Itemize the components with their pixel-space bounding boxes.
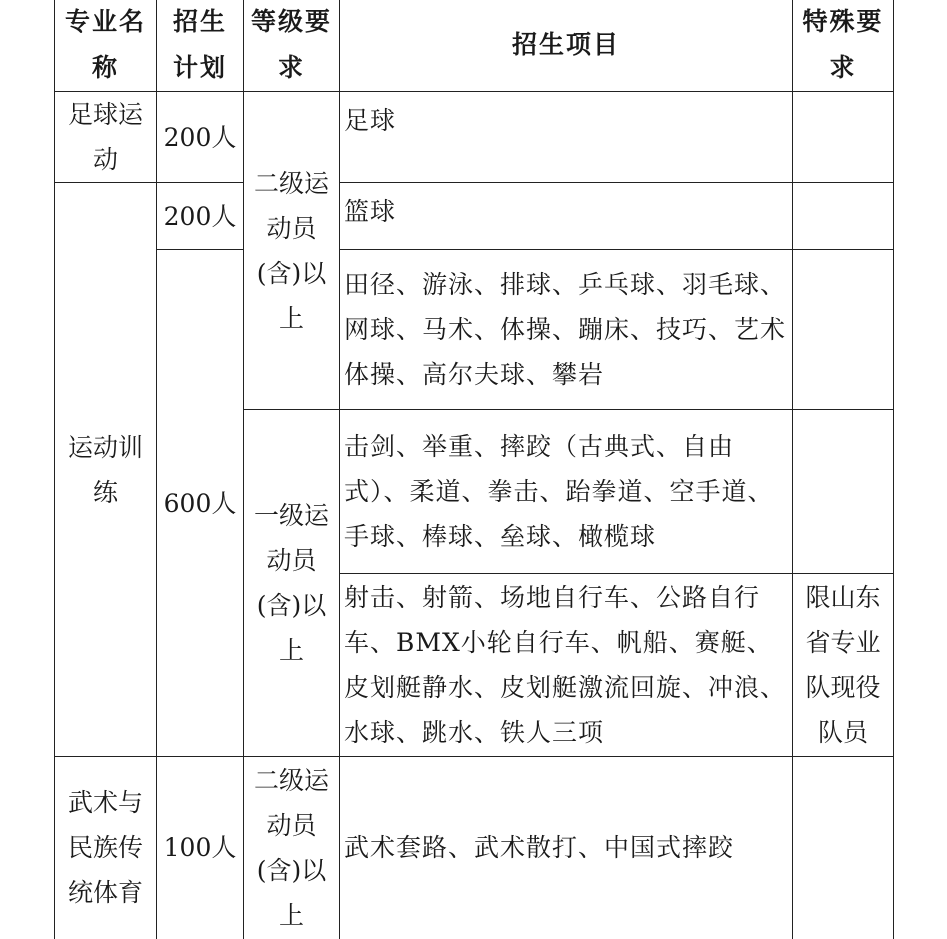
items-shooting: 射击、射箭、场地自行车、公路自行车、BMX小轮自行车、帆船、赛艇、皮划艇静水、皮划艇激流回旋、冲浪、水球、跳水、铁人三项 (340, 574, 793, 757)
plan-wushu: 100人 (157, 757, 244, 939)
header-special: 特殊要求 (793, 0, 894, 92)
header-row (55, 0, 894, 92)
header-plan: 招生计划 (157, 0, 244, 92)
items-combat: 击剑、举重、摔跤（古典式、自由式）、柔道、拳击、跆拳道、空手道、手球、棒球、垒球、橄榄球 (340, 410, 793, 574)
plan-football: 200人 (157, 92, 244, 183)
items-wushu: 武术套路、武术散打、中国式摔跤 (340, 757, 793, 939)
enrollment-table (54, 0, 894, 939)
table-row (55, 92, 894, 183)
header-level: 等级要求 (244, 0, 340, 92)
special-shooting: 限山东省专业队现役队员 (793, 574, 894, 757)
major-wushu: 武术与民族传统体育 (55, 757, 157, 939)
major-training: 运动训练 (55, 183, 157, 757)
table-row (55, 183, 894, 250)
header-major: 专业名称 (55, 0, 157, 92)
level-requirement-level2: 二级运动员(含)以上 (244, 92, 340, 410)
plan-600: 600人 (157, 250, 244, 757)
special-football (793, 92, 894, 183)
items-football: 足球 (340, 92, 793, 183)
level-requirement-wushu: 二级运动员(含)以上 (244, 757, 340, 939)
table-row (55, 250, 894, 410)
major-football: 足球运动 (55, 92, 157, 183)
special-basketball (793, 183, 894, 250)
level-requirement-level1: 一级运动员(含)以上 (244, 410, 340, 757)
special-combat (793, 410, 894, 574)
plan-basketball: 200人 (157, 183, 244, 250)
header-items: 招生项目 (340, 0, 793, 92)
special-athletics (793, 250, 894, 410)
items-basketball: 篮球 (340, 183, 793, 250)
items-athletics: 田径、游泳、排球、乒乓球、羽毛球、网球、马术、体操、蹦床、技巧、艺术体操、高尔夫球、攀岩 (340, 250, 793, 410)
table-row (55, 757, 894, 939)
special-wushu (793, 757, 894, 939)
